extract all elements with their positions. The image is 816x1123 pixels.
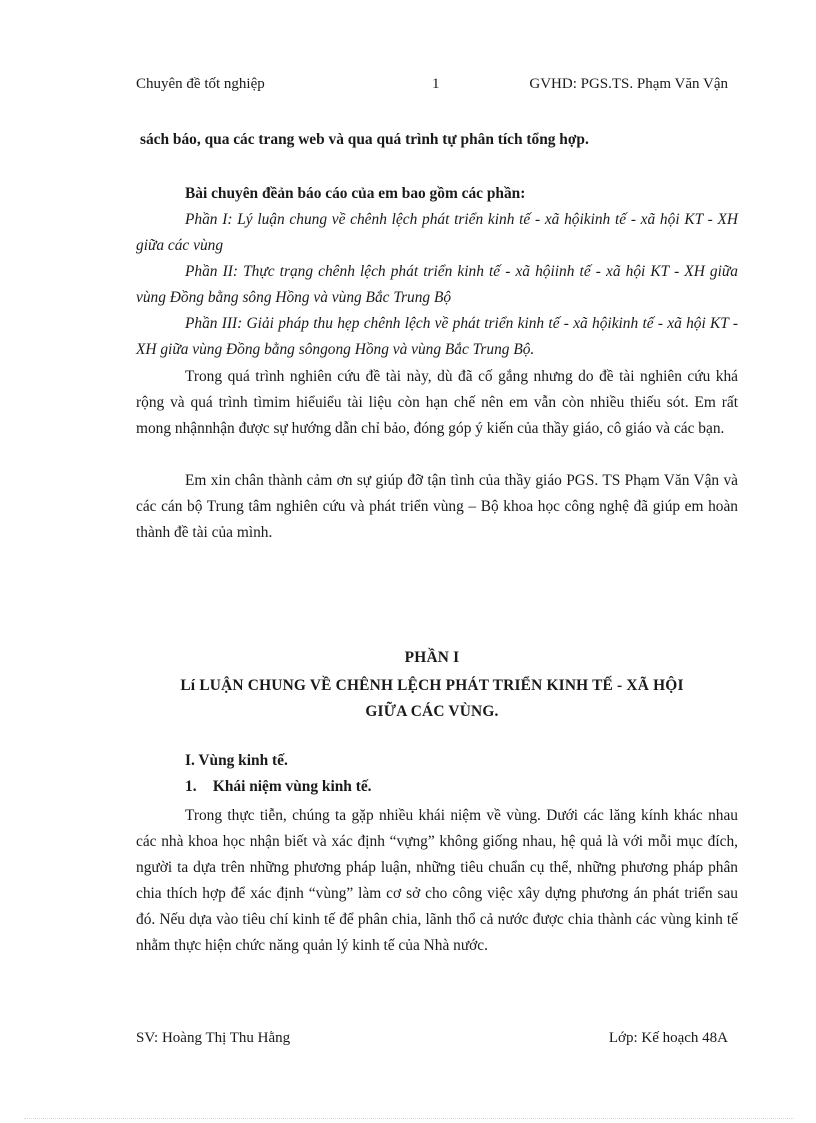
- paragraph-thanks: Em xin chân thành cảm ơn sự giúp đỡ tận tình của thầy giáo PGS. TS Phạm Văn Vận và các cán bộ Trung tâm nghiên cứu và phát triển vùng – Bộ khoa học công nghệ đã giúp em hoàn thành đề tài của mình.: [136, 472, 738, 541]
- footer-student: SV: Hoàng Thị Thu Hằng: [136, 1030, 291, 1046]
- thanks-paragraph-block: [136, 468, 738, 546]
- paragraph-concept: Trong thực tiễn, chúng ta gặp nhiều khái niệm về vùng. Dưới các lăng kính khác nhau các nhà khoa học nhận biết và xác định “vựng” không giống nhau, hệ quả là với mỗi mục đích, người ta dựa trên những phương pháp luận, những tiêu chuẩn cụ thể, những phương pháp phân chia thích hợp để xác định “vùng” làm cơ sở cho công việc xây dựng phương án phát triển sau đó. Nếu dựa vào tiêu chí kinh tế để phân chia, lãnh thổ cả nước được chia thành các vùng kinh tế nhằm thực hiện chức năng quản lý kinh tế của Nhà nước.: [136, 807, 738, 954]
- subsection-heading: [185, 778, 372, 796]
- subsection-title: Khái niệm vùng kinh tế.: [212, 778, 372, 795]
- page-bottom-divider: [24, 1118, 794, 1119]
- part-title-line-1: PHẦN I: [404, 649, 460, 666]
- paragraph-research: Trong quá trình nghiên cứu đề tài này, dù đã cố gắng nhưng do đề tài nghiên cứu khá rộng và quá trình tìmim hiểuiểu tài liệu còn hạn chế nên em vẫn còn nhiều thiếu sót. Em rất mong nhậnnhận được sự hướng dẫn chỉ bảo, đóng góp ý kiến của thầy giáo, cô giáo và các bạn.: [136, 368, 738, 437]
- page-footer: [136, 1030, 728, 1050]
- part-item-3: Phần III: Giải pháp thu hẹp chênh lệch về phát triển kinh tế - xã hộikinh tế - xã hội KT - XH giữa vùng Đồng bằng sôngong Hồng và vùng Bắc Trung Bộ.: [136, 315, 738, 358]
- header-document-type: Chuyên đề tốt nghiệp: [136, 76, 265, 92]
- intro-line: sách báo, qua các trang web và qua quá trình tự phân tích tổng hợp.: [140, 131, 589, 148]
- page-header: [136, 76, 728, 96]
- section-heading: I. Vùng kinh tế.: [185, 752, 288, 769]
- part-item-1: Phần I: Lý luận chung về chênh lệch phát triển kinh tế - xã hộikinh tế - xã hội KT - XH giữa các vùng: [136, 211, 738, 254]
- parts-intro: Bài chuyên đềản báo cáo của em bao gồm các phần:: [185, 185, 526, 202]
- part-item-2: Phần II: Thực trạng chênh lệch phát triển kinh tế - xã hộiinh tế - xã hội KT - XH giữa vùng Đồng bằng sông Hồng và vùng Bắc Trung Bộ: [136, 263, 738, 306]
- research-paragraph-block: [136, 364, 738, 442]
- part-title-line-3: GIỮA CÁC VÙNG.: [365, 703, 499, 720]
- page-number: 1: [432, 76, 440, 92]
- subsection-number: 1.: [185, 778, 197, 795]
- footer-class: Lớp: Kế hoạch 48A: [608, 1030, 728, 1046]
- part-title-line-2: Lí LUẬN CHUNG VỀ CHÊNH LỆCH PHÁT TRIỂN KINH TẾ - XÃ HỘI: [180, 677, 684, 694]
- header-advisor: GVHD: PGS.TS. Phạm Văn Vận: [529, 76, 728, 92]
- parts-overview: [136, 181, 738, 363]
- concept-paragraph-block: [136, 803, 738, 959]
